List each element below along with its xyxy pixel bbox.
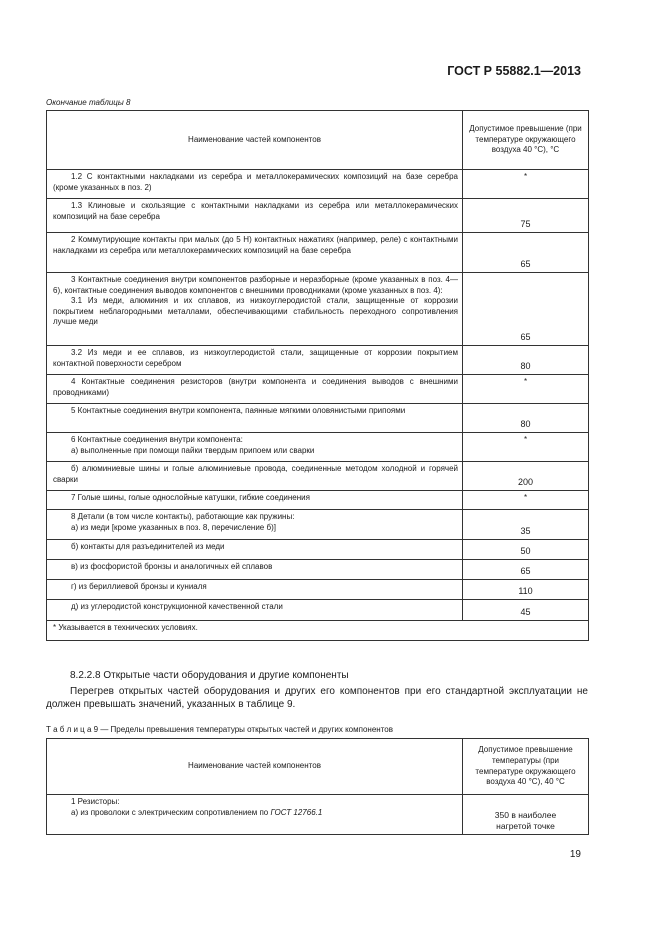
table9-caption: Т а б л и ц а 9 — Пределы превышения температуры открытых частей и других компонентов bbox=[46, 725, 393, 734]
row-name bbox=[47, 540, 463, 560]
row-line: 7 Голые шины, голые однослойные катушки, гибкие соединения bbox=[71, 493, 310, 502]
row-line: 3 Контактные соединения внутри компонентов разборные и неразборные (кроме указанных в поз. 4—6), контактные соединения выводов компонентов с внешними проводниками (кроме указанных в поз. 4): bbox=[53, 275, 458, 295]
row-name bbox=[47, 491, 463, 510]
table-row bbox=[47, 462, 589, 491]
row-line: 1.3 Клиновые и скользящие с контактными накладками из серебра или металлокерамических композиций на базе серебра bbox=[53, 201, 458, 221]
row-value: 350 в наиболее нагретой точке bbox=[463, 795, 589, 835]
standard-header: ГОСТ Р 55882.1—2013 bbox=[447, 64, 581, 78]
table8-footnote: * Указывается в технических условиях. bbox=[47, 621, 589, 641]
row-value: 80 bbox=[463, 346, 589, 375]
row-value: 200 bbox=[463, 462, 589, 491]
table8-col-name: Наименование частей компонентов bbox=[47, 111, 463, 170]
row-line: д) из углеродистой конструкционной качественной стали bbox=[71, 602, 283, 611]
table-row bbox=[47, 795, 589, 835]
row-value: 75 bbox=[463, 199, 589, 233]
table9-col-value: Допустимое превышение температуры (при температуре окружающего воздуха 40 °С), 40 °С bbox=[463, 739, 589, 795]
row-value: 80 bbox=[463, 404, 589, 433]
footnote-row bbox=[47, 621, 589, 641]
row-line: г) из бериллиевой бронзы и куниаля bbox=[71, 582, 207, 591]
row-line: 4 Контактные соединения резисторов (внутри компонента и соединения выводов с внешними проводниками) bbox=[53, 377, 458, 397]
table-row bbox=[47, 170, 589, 199]
row-line bbox=[53, 808, 458, 819]
row-name bbox=[47, 433, 463, 462]
row-name bbox=[47, 462, 463, 491]
table-row bbox=[47, 540, 589, 560]
row-line: б) алюминиевые шины и голые алюминиевые провода, соединенные методом холодной и горячей сварки bbox=[53, 464, 458, 484]
row-value: 65 bbox=[463, 233, 589, 273]
table-row bbox=[47, 233, 589, 273]
row-name bbox=[47, 273, 463, 346]
table-row bbox=[47, 273, 589, 346]
row-name bbox=[47, 580, 463, 600]
table-row bbox=[47, 375, 589, 404]
table-row bbox=[47, 560, 589, 580]
section-paragraph: Перегрев открытых частей оборудования и других его компонентов при его стандартной эксплуатации не должен превышать значений, указанных в таблице 9. bbox=[46, 686, 588, 710]
row-value: 110 bbox=[463, 580, 589, 600]
row-line: 5 Контактные соединения внутри компонента, паянные мягкими оловянистыми припоями bbox=[71, 406, 406, 415]
row-value: * bbox=[463, 433, 589, 462]
row-line: 3.1 Из меди, алюминия и их сплавов, из низкоуглеродистой стали, защищенные от коррозии покрытием неблагородными металлами, обеспечивающими стабильность переходного сопротивления лучше меди bbox=[53, 296, 458, 327]
table-row bbox=[47, 404, 589, 433]
row-value: 35 bbox=[463, 510, 589, 540]
row-line-text: а) из проволоки с электрическим сопротивлением по bbox=[71, 807, 271, 817]
row-value: 65 bbox=[463, 560, 589, 580]
row-line: 8 Детали (в том числе контакты), работающие как пружины: bbox=[71, 512, 295, 521]
row-name bbox=[47, 233, 463, 273]
row-line: а) из меди [кроме указанных в поз. 8, перечисление б)] bbox=[71, 522, 276, 532]
row-name bbox=[47, 170, 463, 199]
table-row bbox=[47, 491, 589, 510]
row-line: б) контакты для разъединителей из меди bbox=[71, 542, 225, 551]
row-name bbox=[47, 346, 463, 375]
row-name bbox=[47, 375, 463, 404]
section-heading: 8.2.2.8 Открытые части оборудования и другие компоненты bbox=[70, 670, 349, 681]
table-row bbox=[47, 510, 589, 540]
row-name bbox=[47, 404, 463, 433]
table9-col-name: Наименование частей компонентов bbox=[47, 739, 463, 795]
row-line: 6 Контактные соединения внутри компонента: bbox=[71, 435, 243, 444]
row-line: 1.2 С контактными накладками из серебра и металлокерамических композиций на базе серебра (кроме указанных в поз. 2) bbox=[53, 172, 458, 192]
table8-caption: Окончание таблицы 8 bbox=[46, 98, 131, 107]
table-row bbox=[47, 600, 589, 621]
row-value: 65 bbox=[463, 273, 589, 346]
row-line: в) из фосфористой бронзы и аналогичных ей сплавов bbox=[71, 562, 273, 571]
table9 bbox=[46, 738, 589, 835]
page-number: 19 bbox=[569, 849, 581, 860]
row-value: 45 bbox=[463, 600, 589, 621]
row-name bbox=[47, 560, 463, 580]
row-name bbox=[47, 600, 463, 621]
table8-col-value: Допустимое превышение (при температуре окружающего воздуха 40 °С), °С bbox=[463, 111, 589, 170]
table-row bbox=[47, 346, 589, 375]
table-row bbox=[47, 580, 589, 600]
row-value: * bbox=[463, 375, 589, 404]
row-line: 2 Коммутирующие контакты при малых (до 5 Н) контактных нажатиях (например, реле) с контактными накладками из серебра или металлокерамических композиций на базе серебра bbox=[53, 235, 458, 255]
table-row bbox=[47, 433, 589, 462]
standard-reference: ГОСТ 12766.1 bbox=[270, 807, 323, 817]
row-line: а) выполненные при помощи пайки твердым припоем или сварки bbox=[71, 445, 315, 455]
row-value: 50 bbox=[463, 540, 589, 560]
row-line: 3.2 Из меди и ее сплавов, из низкоуглеродистой стали, защищенные от коррозии покрытием контактной поверхности серебром bbox=[53, 348, 458, 368]
row-name bbox=[47, 199, 463, 233]
table8 bbox=[46, 110, 589, 641]
table-row bbox=[47, 199, 589, 233]
row-line: 1 Резисторы: bbox=[71, 797, 120, 806]
row-name bbox=[47, 510, 463, 540]
row-name bbox=[47, 795, 463, 835]
row-value: * bbox=[463, 170, 589, 199]
row-value: * bbox=[463, 491, 589, 510]
